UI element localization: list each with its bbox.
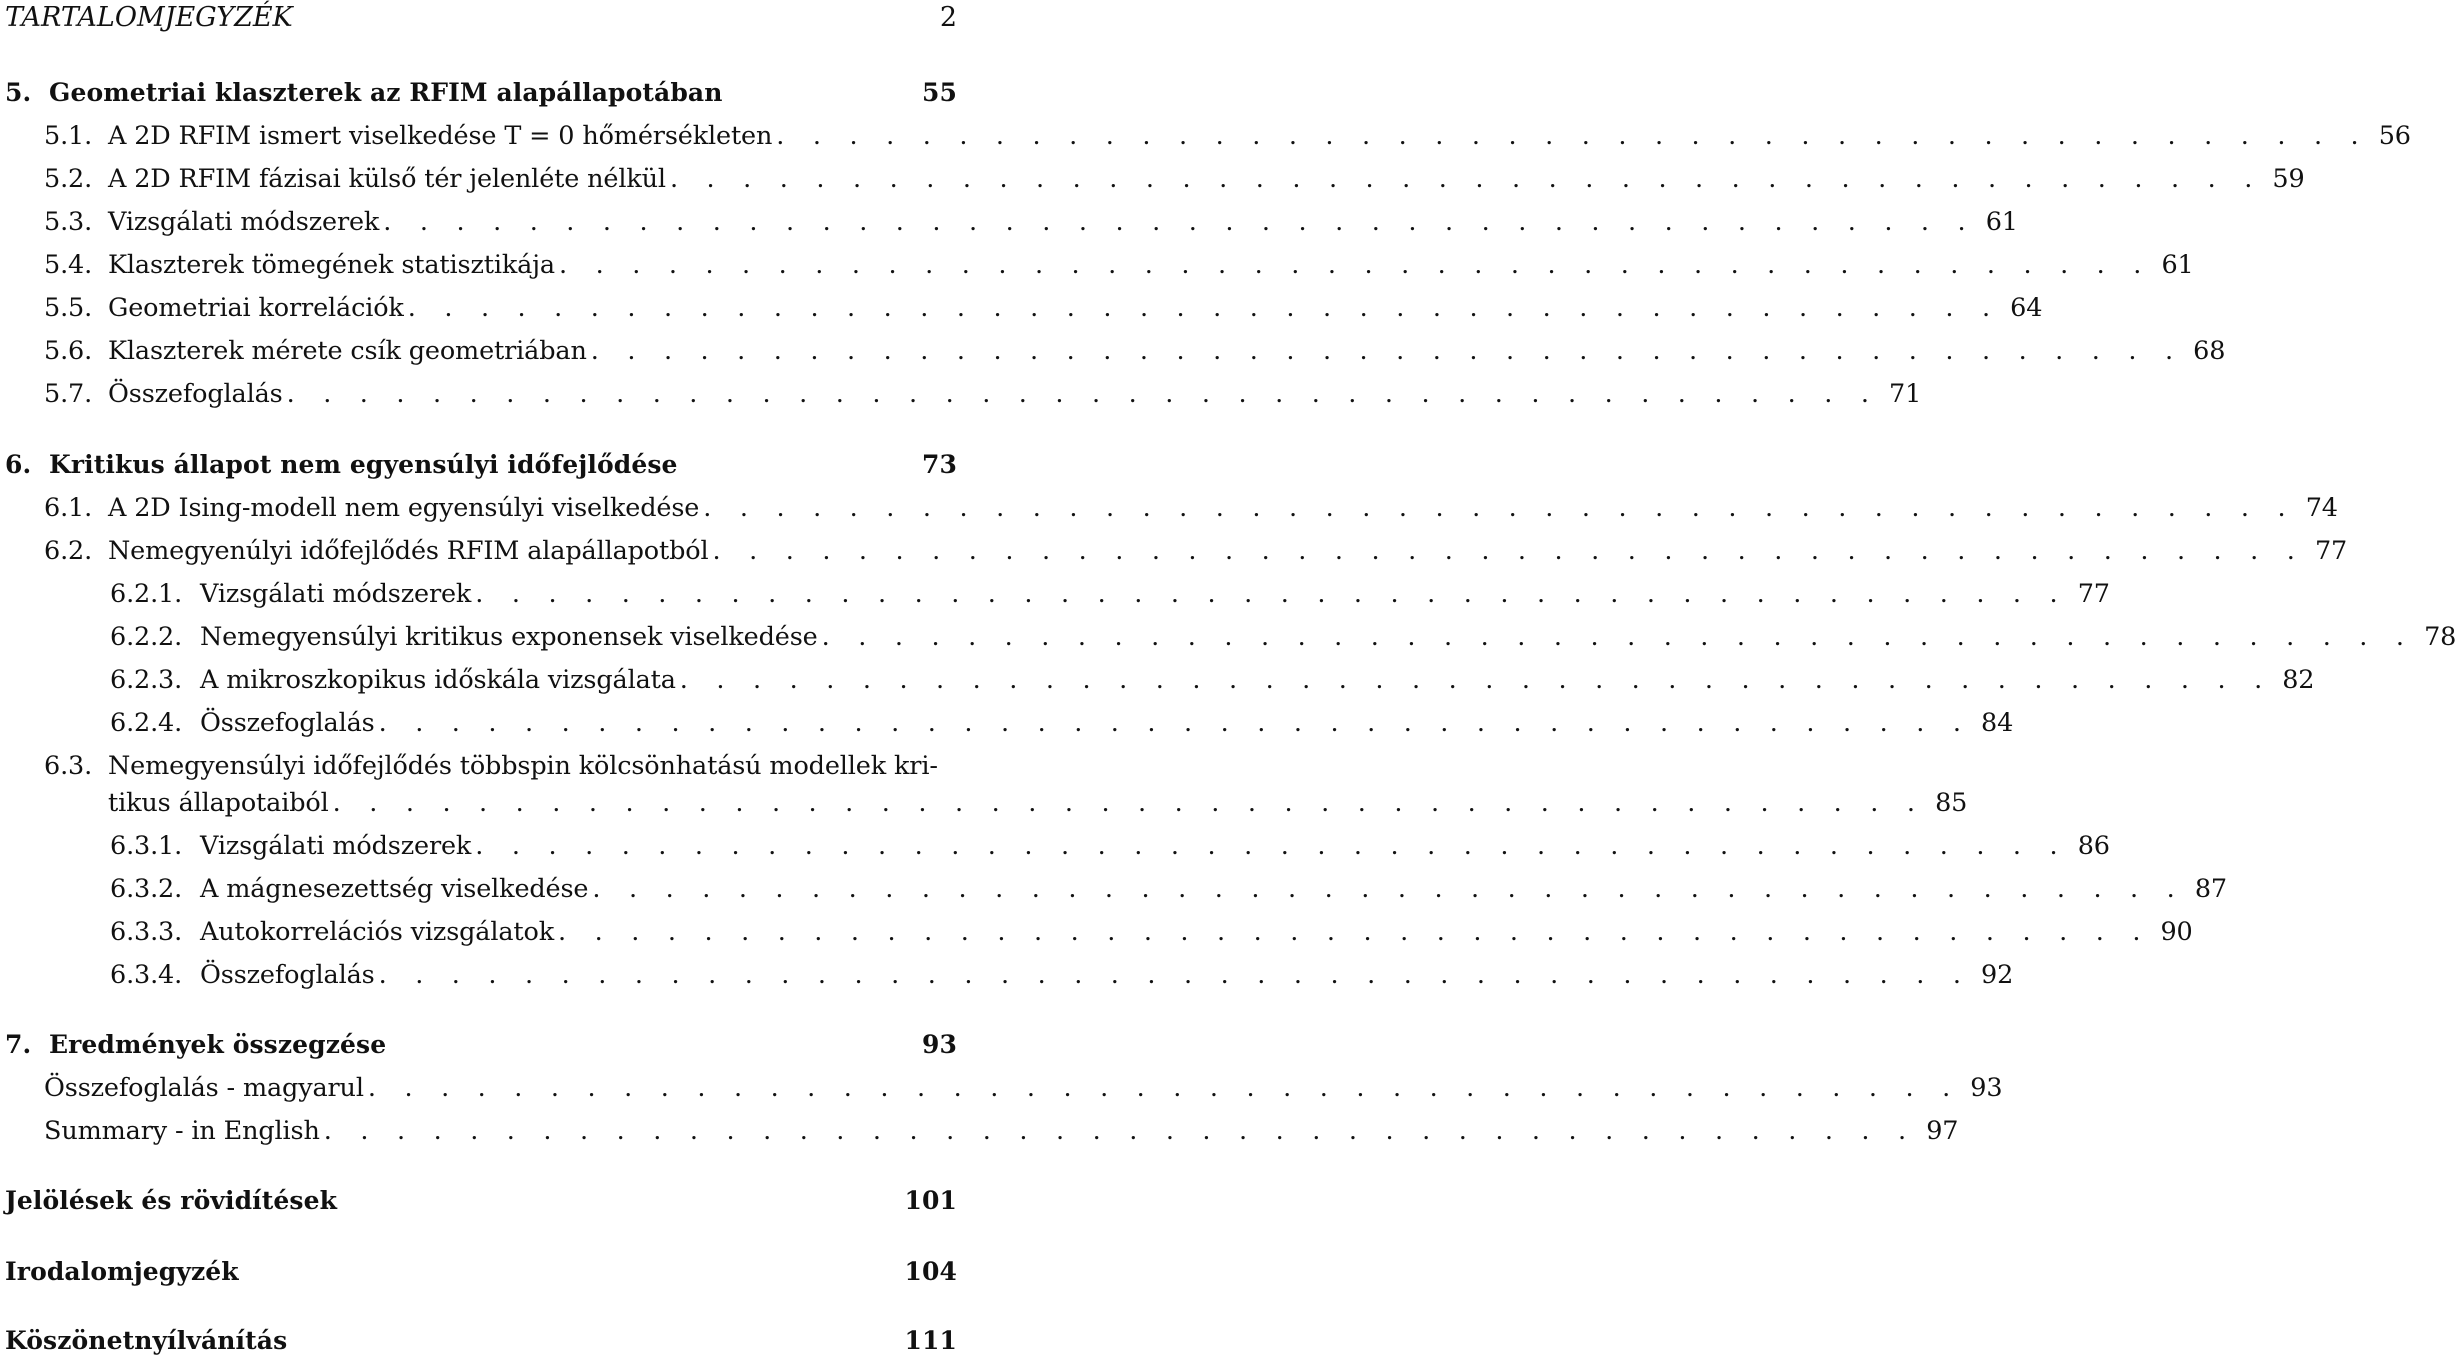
toc-page: 111 <box>904 1326 957 1355</box>
toc-page: 101 <box>904 1186 957 1215</box>
toc-subsection-6-2-4[interactable] <box>0 708 2014 744</box>
dot-leader: . . . . . . . . . . . . . . . . . . . . . . . . . . . . . . . . . . . . . . . . . . . . <box>323 1116 1917 1146</box>
toc-title: A 2D RFIM ismert viselkedése T = 0 hőmérsékleten <box>108 121 773 151</box>
dot-leader: . . . . . . . . . . . . . . . . . . . . . . . . . . . . . . . . . . . . . . . . . . . . <box>703 493 2296 523</box>
toc-page: 68 <box>2193 336 2226 366</box>
toc-title: Összefoglalás <box>200 960 375 990</box>
toc-section-5-7[interactable] <box>0 379 1922 415</box>
dot-leader: . . . . . . . . . . . . . . . . . . . . . . . . . . . . . . . . . . . . . . . . . . . . <box>286 379 1880 409</box>
toc-title: Geometriai korrelációk <box>108 293 404 323</box>
toc-number: 6.3. <box>44 751 93 781</box>
toc-subsection-6-2-2[interactable] <box>0 622 2456 658</box>
toc-page: 74 <box>2305 493 2338 523</box>
toc-section-5-5[interactable] <box>0 293 2043 329</box>
toc-koszonetnyilvanitas[interactable] <box>0 1326 957 1362</box>
toc-page: 90 <box>2160 917 2193 947</box>
toc-page: 61 <box>1985 207 2018 237</box>
dot-leader: . . . . . . . . . . . . . . . . . . . . . . . . . . . . . . . . . . . . . . . . . . . . <box>407 293 2001 323</box>
header-page-number: 2 <box>939 2 957 33</box>
dot-leader: . . . . . . . . . . . . . . . . . . . . . . . . . . . . . . . . . . . . . . . . . . . . <box>475 831 2068 861</box>
toc-page: 104 <box>904 1257 957 1286</box>
dot-leader: . . . . . . . . . . . . . . . . . . . . . . . . . . . . . . . . . . . . . . . . . . . . <box>821 622 2415 652</box>
toc-subsection-6-3-4[interactable] <box>0 960 2014 996</box>
toc-page: 84 <box>1981 708 2014 738</box>
toc-title: Nemegyenúlyi időfejlődés RFIM alapállapotból <box>108 536 709 566</box>
toc-section-6-1[interactable] <box>0 493 2338 529</box>
header-title: TARTALOMJEGYZÉK <box>5 2 293 33</box>
toc-number: 6.3.3. <box>110 917 183 947</box>
toc-title: Eredmények összegzése <box>49 1030 387 1059</box>
toc-section-5-2[interactable] <box>0 164 2305 200</box>
toc-title: Vizsgálati módszerek <box>200 831 472 861</box>
toc-page: 56 <box>2378 121 2411 151</box>
toc-irodalomjegyzek[interactable] <box>0 1257 957 1293</box>
toc-title: Összefoglalás <box>200 708 375 738</box>
toc-page: 86 <box>2077 831 2110 861</box>
toc-title: A mikroszkopikus időskála vizsgálata <box>200 665 676 695</box>
dot-leader: . . . . . . . . . . . . . . . . . . . . . . . . . . . . . . . . . . . . . . . . . . . . <box>559 250 2152 280</box>
toc-page: 92 <box>1981 960 2014 990</box>
toc-number: 6.2.2. <box>110 622 183 652</box>
toc-section-summary-english[interactable] <box>0 1116 1959 1152</box>
toc-page: 93 <box>1970 1073 2003 1103</box>
toc-subsection-6-2-1[interactable] <box>0 579 2110 615</box>
toc-subsection-6-3-3[interactable] <box>0 917 2193 953</box>
toc-chapter-7[interactable] <box>0 1030 957 1066</box>
toc-title: Geometriai klaszterek az RFIM alapállapotában <box>49 78 723 107</box>
toc-page: 77 <box>2314 536 2348 566</box>
toc-chapter-5[interactable] <box>0 78 957 114</box>
toc-title: Vizsgálati módszerek <box>108 207 380 237</box>
toc-page: 73 <box>922 450 957 479</box>
toc-title: Jelölések és rövidítések <box>5 1186 338 1215</box>
dot-leader: . . . . . . . . . . . . . . . . . . . . . . . . . . . . . . . . . . . . . . . . . . . . <box>378 960 1972 990</box>
toc-title: Köszönetnyílvánítás <box>5 1326 288 1355</box>
toc-title: Klaszterek tömegének statisztikája <box>108 250 555 280</box>
toc-number: 5.7. <box>44 379 93 409</box>
dot-leader: . . . . . . . . . . . . . . . . . . . . . . . . . . . . . . . . . . . . . . . . . . . . <box>378 708 1972 738</box>
toc-section-5-3[interactable] <box>0 207 2018 243</box>
toc-title: Summary - in English <box>44 1116 320 1146</box>
toc-title: Autokorrelációs vizsgálatok <box>200 917 555 947</box>
toc-number: 5.3. <box>44 207 93 237</box>
toc-number: 5.2. <box>44 164 93 194</box>
dot-leader: . . . . . . . . . . . . . . . . . . . . . . . . . . . . . . . . . . . . . . . . . . . . <box>590 336 2184 366</box>
toc-title: A 2D Ising-modell nem egyensúlyi viselkedése <box>108 493 700 523</box>
toc-title: A mágnesezettség viselkedése <box>200 874 589 904</box>
dot-leader: . . . . . . . . . . . . . . . . . . . . . . . . . . . . . . . . . . . . . . . . . . . . <box>679 665 2273 695</box>
toc-number: 6.3.4. <box>110 960 183 990</box>
toc-title: tikus állapotaiból <box>108 788 329 818</box>
toc-title: A 2D RFIM fázisai külső tér jelenléte nélkül <box>108 164 666 194</box>
toc-page: 85 <box>1935 788 1968 818</box>
toc-number: 6. <box>5 450 32 479</box>
toc-number: 6.2.3. <box>110 665 183 695</box>
toc-section-5-4[interactable] <box>0 250 2194 286</box>
toc-page: 61 <box>2161 250 2194 280</box>
toc-title: Nemegyensúlyi időfejlődés többspin kölcsönhatású modellek kri- <box>108 751 938 781</box>
toc-page: 93 <box>922 1030 957 1059</box>
toc-section-6-2[interactable] <box>0 536 2348 572</box>
toc-page: 71 <box>1889 379 1922 409</box>
dot-leader: . . . . . . . . . . . . . . . . . . . . . . . . . . . . . . . . . . . . . . . . . . . . <box>332 788 1926 818</box>
toc-number: 6.2.1. <box>110 579 183 609</box>
dot-leader: . . . . . . . . . . . . . . . . . . . . . . . . . . . . . . . . . . . . . . . . . . . . <box>712 536 2306 566</box>
toc-number: 5.5. <box>44 293 93 323</box>
toc-section-5-1[interactable] <box>0 121 2411 157</box>
toc-number: 5.1. <box>44 121 93 151</box>
dot-leader: . . . . . . . . . . . . . . . . . . . . . . . . . . . . . . . . . . . . . . . . . . . . <box>367 1073 1961 1103</box>
toc-title: Irodalomjegyzék <box>5 1257 239 1286</box>
dot-leader: . . . . . . . . . . . . . . . . . . . . . . . . . . . . . . . . . . . . . . . . . . . . <box>383 207 1976 237</box>
toc-section-6-3-continued[interactable] <box>0 788 1968 824</box>
toc-subsection-6-2-3[interactable] <box>0 665 2315 701</box>
toc-section-5-6[interactable] <box>0 336 2226 372</box>
toc-title: Klaszterek mérete csík geometriában <box>108 336 587 366</box>
dot-leader: . . . . . . . . . . . . . . . . . . . . . . . . . . . . . . . . . . . . . . . . . . . . <box>558 917 2151 947</box>
toc-page: 77 <box>2077 579 2110 609</box>
toc-number: 7. <box>5 1030 32 1059</box>
toc-page: 87 <box>2194 874 2227 904</box>
toc-page: 59 <box>2272 164 2305 194</box>
dot-leader: . . . . . . . . . . . . . . . . . . . . . . . . . . . . . . . . . . . . . . . . . . . . <box>592 874 2185 904</box>
toc-page: 55 <box>922 78 957 107</box>
toc-page: 64 <box>2010 293 2043 323</box>
toc-page: 82 <box>2282 665 2315 695</box>
toc-chapter-6[interactable] <box>0 450 957 486</box>
toc-title: Kritikus állapot nem egyensúlyi időfejlődése <box>49 450 678 479</box>
dot-leader: . . . . . . . . . . . . . . . . . . . . . . . . . . . . . . . . . . . . . . . . . . . . <box>669 164 2263 194</box>
running-header <box>5 2 957 38</box>
toc-number: 6.3.2. <box>110 874 183 904</box>
toc-subsection-6-3-2[interactable] <box>0 874 2227 910</box>
toc-number: 6.3.1. <box>110 831 183 861</box>
toc-page: 78 <box>2424 622 2456 652</box>
dot-leader: . . . . . . . . . . . . . . . . . . . . . . . . . . . . . . . . . . . . . . . . . . . . <box>475 579 2068 609</box>
toc-title: Vizsgálati módszerek <box>200 579 472 609</box>
toc-number: 5.4. <box>44 250 93 280</box>
dot-leader: . . . . . . . . . . . . . . . . . . . . . . . . . . . . . . . . . . . . . . . . . . . . <box>776 121 2369 151</box>
toc-section-6-3[interactable] <box>0 751 957 787</box>
toc-number: 6.2. <box>44 536 93 566</box>
toc-page: 97 <box>1926 1116 1959 1146</box>
toc-number: 5.6. <box>44 336 93 366</box>
toc-title: Összefoglalás <box>108 379 283 409</box>
toc-title: Nemegyensúlyi kritikus exponensek viselkedése <box>200 622 818 652</box>
toc-subsection-6-3-1[interactable] <box>0 831 2110 867</box>
toc-section-osszefoglalas-magyarul[interactable] <box>0 1073 2003 1109</box>
toc-number: 6.1. <box>44 493 93 523</box>
toc-number: 5. <box>5 78 32 107</box>
toc-number: 6.2.4. <box>110 708 183 738</box>
toc-jelolesek[interactable] <box>0 1186 957 1222</box>
toc-title: Összefoglalás - magyarul <box>44 1073 364 1103</box>
